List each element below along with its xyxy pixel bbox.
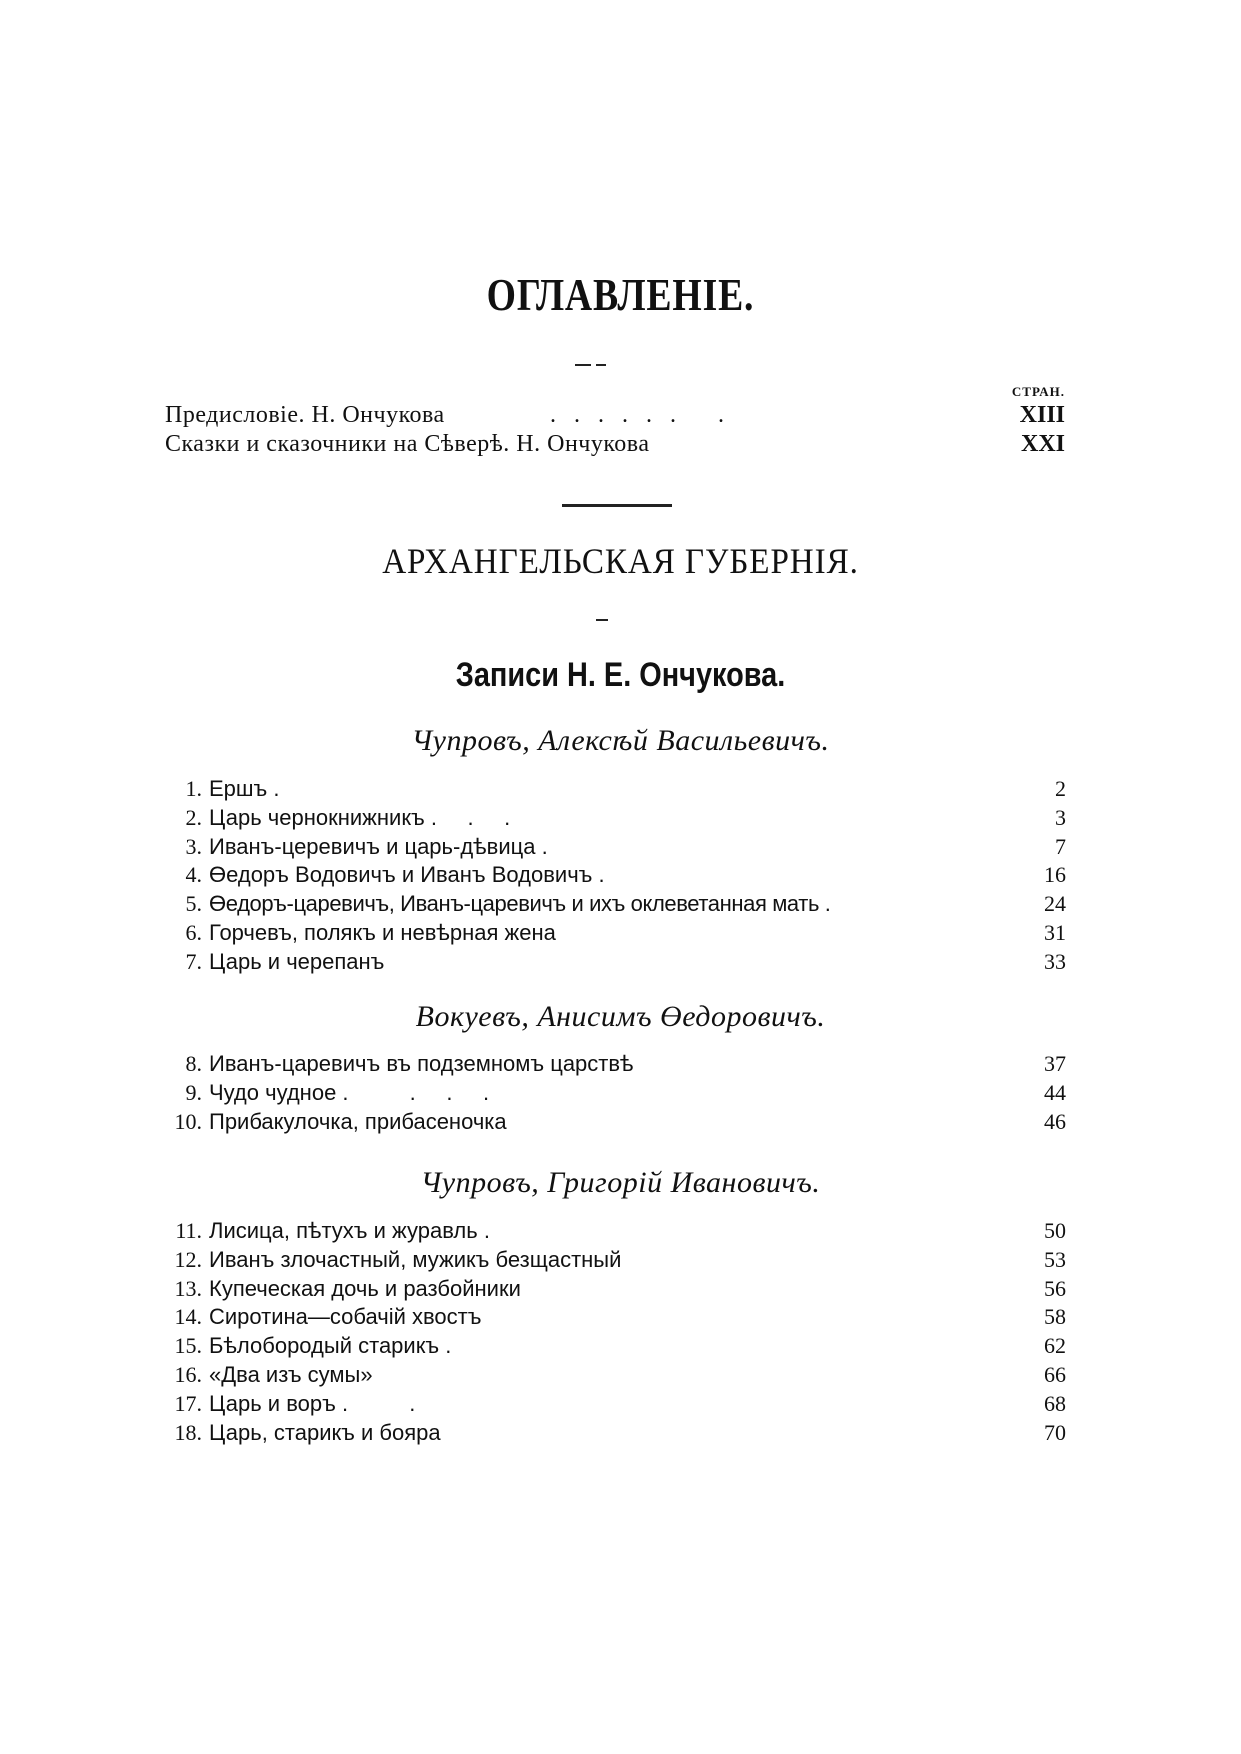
entry-number: 13. xyxy=(174,1275,202,1301)
entry-list xyxy=(160,1050,1066,1136)
entry-number: 4. xyxy=(185,862,202,888)
entry-page: 56 xyxy=(1044,1275,1066,1301)
entry-number: 16. xyxy=(174,1361,202,1387)
entry-title: Өедоръ Водовичъ и Иванъ Водовичъ . xyxy=(209,862,605,888)
entry-page: 31 xyxy=(1044,919,1066,945)
toc-entry xyxy=(160,1246,1066,1275)
toc-entry xyxy=(160,1361,1066,1390)
entry-title: Горчевъ, полякъ и невѣрная жена xyxy=(209,919,556,945)
entry-title: Прибакулочка, прибасеночка xyxy=(209,1108,507,1134)
entry-page: 50 xyxy=(1044,1218,1066,1243)
entry-title: Чудо чудное . . . . xyxy=(209,1079,490,1105)
leader-dots: . . . . . . . xyxy=(550,402,730,428)
entry-page: 3 xyxy=(1055,804,1066,830)
pages-column-header: СТРАН. xyxy=(1011,384,1065,399)
entry-number: 2. xyxy=(185,804,202,830)
entry-number: 10. xyxy=(174,1108,202,1134)
toc-entry xyxy=(160,1332,1066,1361)
entry-title: Өедоръ-царевичъ, Иванъ-царевичъ и ихъ оклеветанная мать . xyxy=(209,891,831,917)
entry-title: Царь чернокнижникъ . . . xyxy=(209,804,511,830)
preface-page: XXI xyxy=(1020,431,1065,457)
title-ornament-dash xyxy=(596,364,606,366)
toc-entry xyxy=(160,1390,1066,1419)
entry-page: 46 xyxy=(1044,1108,1066,1134)
entry-number: 18. xyxy=(174,1419,202,1445)
narrator-heading: Вокуевъ, Анисимъ Өедоровичъ. xyxy=(415,1000,826,1033)
entry-title: Лисица, пѣтухъ и журавль . xyxy=(209,1218,490,1243)
entry-title: Бѣлобородый старикъ . xyxy=(209,1333,452,1359)
entry-title: «Два изъ сумы» xyxy=(209,1361,373,1387)
toc-entry xyxy=(160,1275,1066,1304)
toc-entry xyxy=(160,861,1066,890)
entry-title: Иванъ-церевичъ и царь-дѣвица . xyxy=(209,833,548,859)
entry-page: 24 xyxy=(1044,891,1066,917)
entry-number: 17. xyxy=(174,1390,202,1416)
preface-page: XIII xyxy=(1019,402,1065,428)
entry-number: 7. xyxy=(185,948,202,974)
entry-number: 5. xyxy=(185,891,202,917)
toc-entry xyxy=(160,948,1066,977)
entry-page: 33 xyxy=(1044,948,1066,974)
preface-title: Предисловіе. Н. Ончукова xyxy=(165,402,445,428)
toc-entry xyxy=(160,890,1066,919)
entry-number: 1. xyxy=(185,776,202,801)
toc-entry xyxy=(160,1419,1066,1448)
section-divider xyxy=(562,504,672,507)
entry-number: 8. xyxy=(185,1051,202,1076)
toc-entry xyxy=(160,1108,1066,1137)
entry-page: 7 xyxy=(1055,833,1066,859)
entry-title: Ершъ . xyxy=(209,776,280,801)
entry-number: 11. xyxy=(175,1218,202,1243)
entry-title: Иванъ-царевичъ въ подземномъ царствѣ xyxy=(209,1051,634,1076)
entry-title: Царь и воръ . . xyxy=(209,1390,416,1416)
entry-page: 68 xyxy=(1044,1390,1066,1416)
entry-number: 14. xyxy=(174,1304,202,1330)
entry-list xyxy=(160,1217,1066,1447)
entry-number: 9. xyxy=(185,1079,202,1105)
toc-entry xyxy=(160,833,1066,862)
narrator-heading: Чупровъ, Григорій Ивановичъ. xyxy=(420,1166,821,1199)
entry-number: 15. xyxy=(174,1333,202,1359)
entry-page: 53 xyxy=(1044,1246,1066,1272)
preface-title: Сказки и сказочники на Сѣверѣ. Н. Ончукова xyxy=(165,431,650,457)
narrator-heading: Чупровъ, Алексѣй Васильевичъ. xyxy=(411,724,830,757)
entry-page: 62 xyxy=(1044,1333,1066,1359)
entry-page: 44 xyxy=(1044,1079,1066,1105)
preface-row xyxy=(165,402,1065,432)
page-title: ОГЛАВЛЕНІЕ. xyxy=(486,269,755,320)
records-heading: Записи Н. Е. Ончукова. xyxy=(455,656,786,694)
entry-page: 66 xyxy=(1044,1361,1066,1387)
toc-entry xyxy=(160,1050,1066,1079)
entry-page: 2 xyxy=(1055,776,1066,801)
entry-title: Иванъ злочастный, мужикъ безщастный xyxy=(209,1246,622,1272)
title-ornament-dash xyxy=(575,364,591,366)
toc-entry xyxy=(160,1079,1066,1108)
toc-entry xyxy=(160,1303,1066,1332)
entry-page: 70 xyxy=(1044,1419,1066,1445)
toc-entry xyxy=(160,919,1066,948)
entry-number: 3. xyxy=(185,833,202,859)
entry-title: Царь и черепанъ xyxy=(209,948,385,974)
entry-page: 37 xyxy=(1044,1051,1066,1076)
entry-page: 58 xyxy=(1044,1304,1066,1330)
entry-number: 6. xyxy=(185,919,202,945)
toc-entry xyxy=(160,775,1066,804)
region-ornament-dash xyxy=(596,619,608,621)
region-heading: АРХАНГЕЛЬСКАЯ ГУБЕРНІЯ. xyxy=(382,541,859,581)
entry-title: Царь, старикъ и бояра xyxy=(209,1419,441,1445)
toc-entry xyxy=(160,1217,1066,1246)
toc-entry xyxy=(160,804,1066,833)
entry-number: 12. xyxy=(174,1246,202,1272)
entry-title: Купеческая дочь и разбойники xyxy=(209,1275,521,1301)
entry-page: 16 xyxy=(1044,862,1066,888)
preface-row xyxy=(165,431,1065,461)
entry-title: Сиротина—собачій хвостъ xyxy=(209,1304,482,1330)
entry-list xyxy=(160,775,1066,977)
